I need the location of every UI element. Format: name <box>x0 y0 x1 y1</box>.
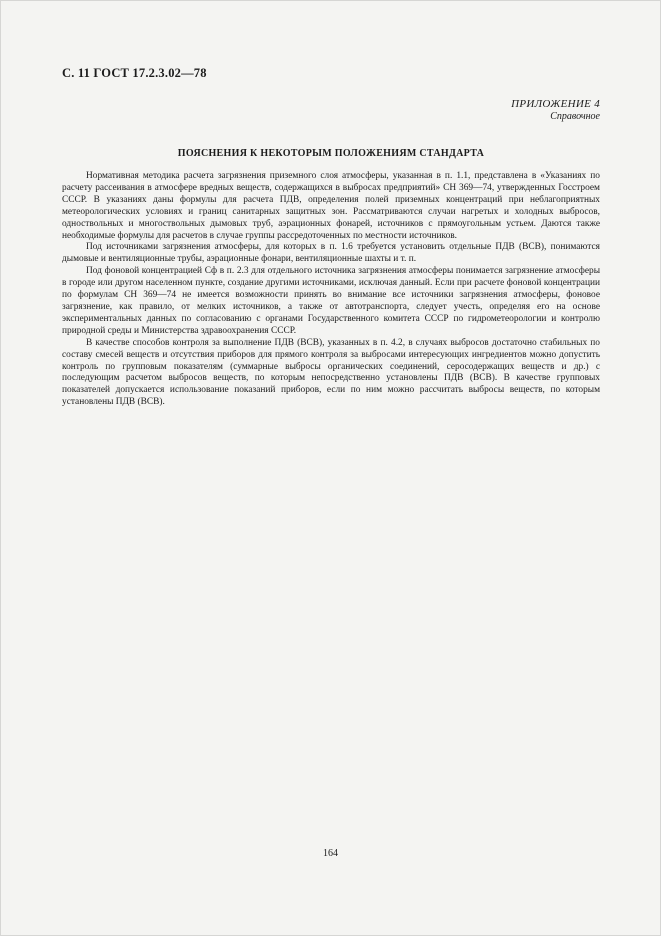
body-text <box>62 171 600 409</box>
appendix-label <box>400 98 600 122</box>
paragraph-1: Нормативная методика расчета загрязнения приземного слоя атмосферы, указанная в п. 1.1, представлена в «Указаниях по расчету рассеивания в атмосфере вредных веществ, содержащихся в выбросах предприятий» СН 369—74, утвержденных Госстроем СССР. В указаниях даны формулы для расчета ПДВ, определения полей приземных концентраций при неблагоприятных метеорологических условиях и границ санитарных защитных зон. Рассматриваются случаи нагретых и холодных выбросов, одноствольных и многоствольных дымовых труб, аэрационных фонарей, источников с прямоугольным устьем. Даются также необходимые формулы для расчетов в случае группы рассредоточенных по местности источников. <box>62 171 600 241</box>
appendix-title: ПРИЛОЖЕНИЕ 4 <box>511 98 600 110</box>
appendix-subtitle: Справочное <box>550 111 600 122</box>
paragraph-2: Под источниками загрязнения атмосферы, для которых в п. 1.6 требуется установить отдельные ПДВ (ВСВ), понимаются дымовые и вентиляционные трубы, аэрационные фонари, вентиляционные шахты и т. п. <box>62 242 600 265</box>
paragraph-3: Под фоновой концентрацией Cф в п. 2.3 для отдельного источника загрязнения атмосферы понимается загрязнение атмосферы в городе или другом населенном пункте, создание другими источниками, исключая данный. Если при расчете фоновой концентрации по формулам СН 369—74 не имеется возможности принять во внимание все источники загрязнения атмосферы, фоновое загрязнение, как правило, от мелких источников, а также от автотранспорта, следует учесть, определяя его на основе экспериментальных данных по согласованию с органами Государственного комитета СССР по гидрометеорологии и контролю природной среды и Министерства здравоохранения СССР. <box>62 266 600 336</box>
page-number: 164 <box>323 848 338 859</box>
page-header: С. 11 ГОСТ 17.2.3.02—78 <box>62 66 207 80</box>
section-title: ПОЯСНЕНИЯ К НЕКОТОРЫМ ПОЛОЖЕНИЯМ СТАНДАРТА <box>177 148 485 159</box>
paragraph-4: В качестве способов контроля за выполнение ПДВ (ВСВ), указанных в п. 4.2, в случаях выбросов достаточно стабильных по составу смесей веществ и отсутствия приборов для прямого контроля за выбросами интересующих ингредиентов можно допустить контроль по групповым показателям (суммарные выбросы органических соединений, серосодержащих веществ и др.) с последующим расчетом выбросов веществ, по которым непосредственно установлены ПДВ (ВСВ). В качестве групповых показателей допускается использование показаний приборов, если по ним можно рассчитать выбросы веществ, по которым установлены ПДВ (ВСВ). <box>62 337 600 408</box>
